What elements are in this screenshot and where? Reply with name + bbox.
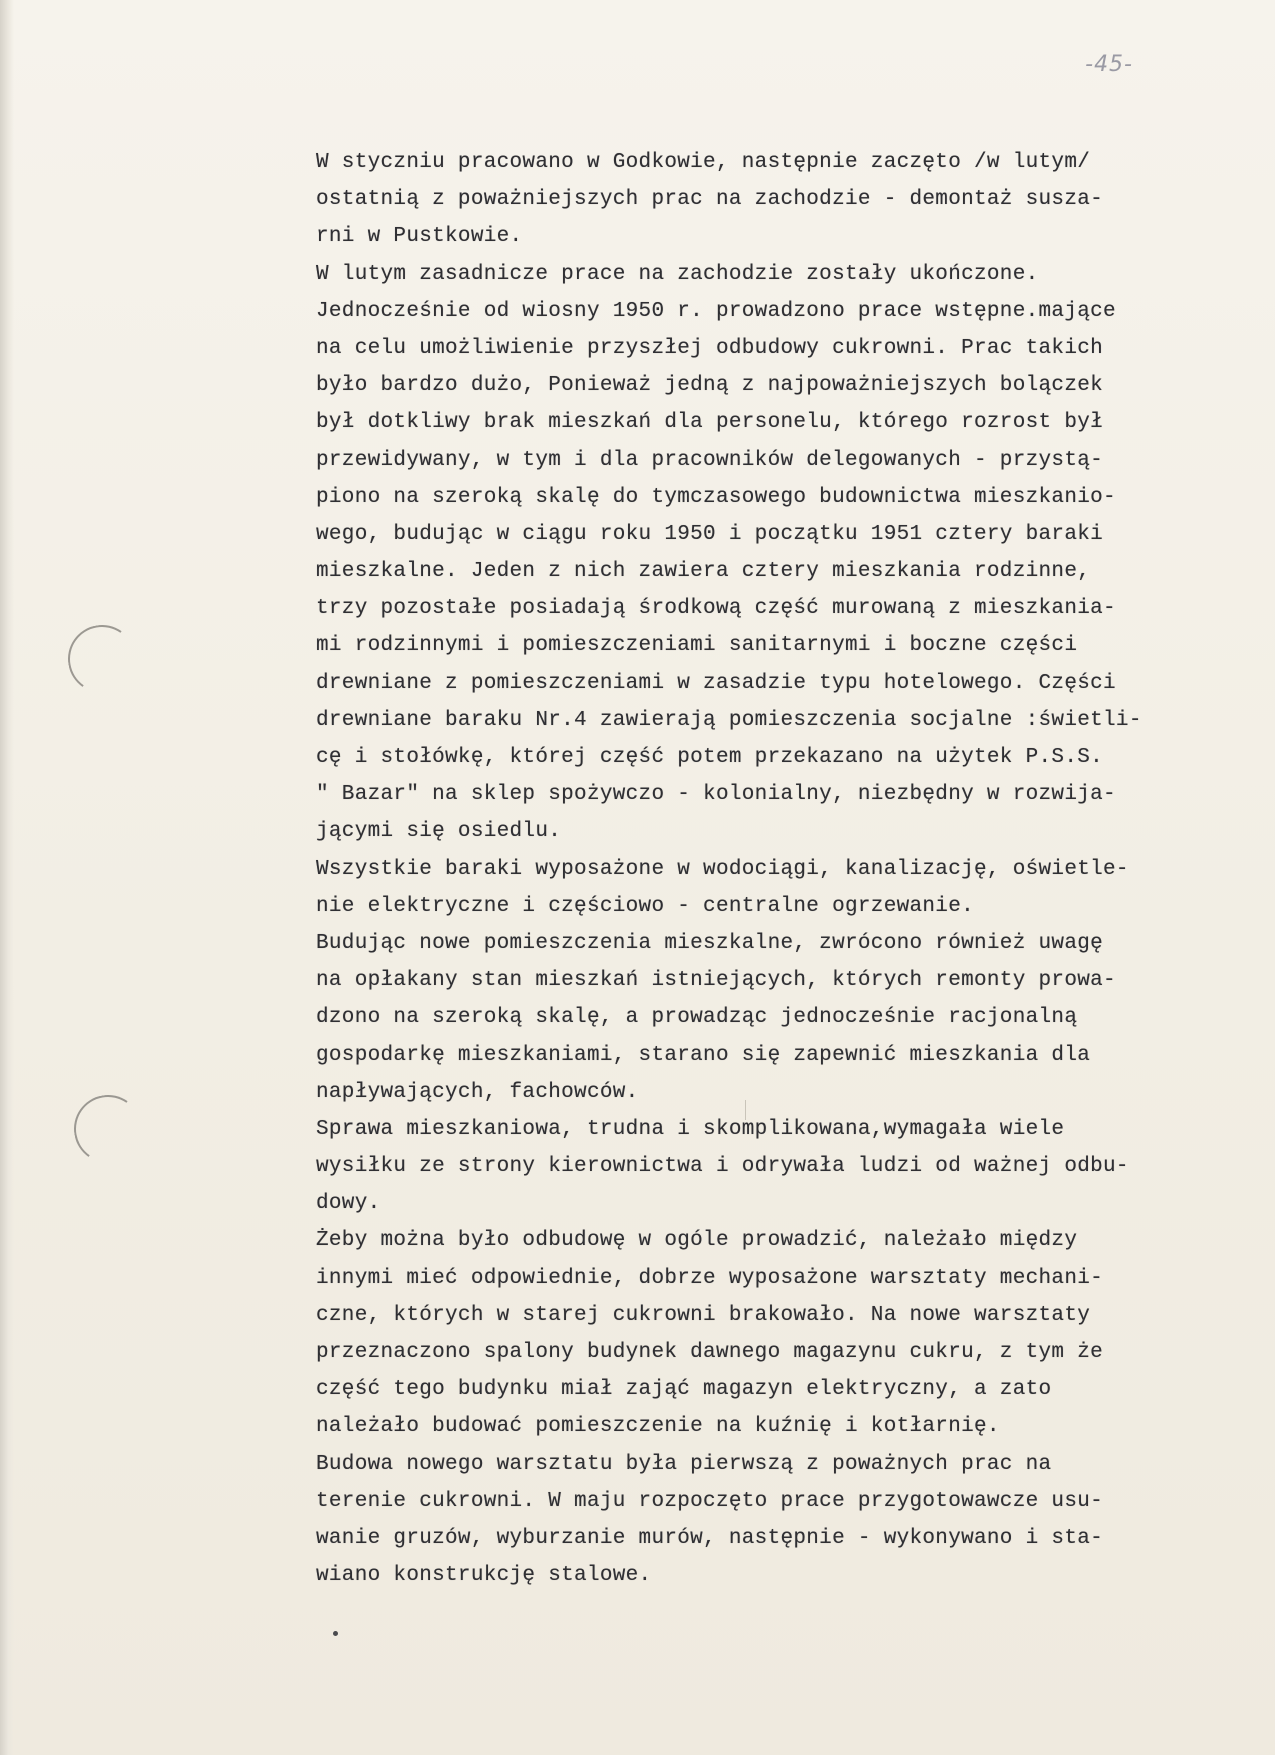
text-line: rni w Pustkowie. xyxy=(316,225,523,249)
text-line: na celu umożliwienie przyszłej odbudowy cukrowni. Prac takich xyxy=(316,336,1104,360)
text-line: Sprawa mieszkaniowa, trudna i skomplikowana,wymagała wiele xyxy=(316,1117,1065,1141)
text-line: na opłakany stan mieszkań istniejących, których remonty prowa- xyxy=(316,969,1116,993)
text-line: Jednocześnie od wiosny 1950 r. prowadzono prace wstępne.mające xyxy=(316,299,1116,323)
page-number: -45- xyxy=(1085,52,1133,77)
typewritten-text xyxy=(316,144,1275,1594)
text-line: wiano konstrukcję stalowe. xyxy=(316,1564,652,1588)
text-line: było bardzo dużo, Ponieważ jedną z najpoważniejszych bolączek xyxy=(316,374,1104,398)
text-line: drewniane z pomieszczeniami w zasadzie typu hotelowego. Części xyxy=(316,671,1116,695)
text-line: czne, których w starej cukrowni brakowało. Na nowe warsztaty xyxy=(316,1303,1091,1327)
text-line: terenie cukrowni. W maju rozpoczęto prace przygotowawcze usu- xyxy=(316,1489,1104,1513)
text-line: innymi mieć odpowiednie, dobrze wyposażone warsztaty mechani- xyxy=(316,1266,1104,1290)
text-line: wanie gruzów, wyburzanie murów, następnie - wykonywano i sta- xyxy=(316,1526,1104,1550)
text-line: dowy. xyxy=(316,1192,381,1216)
text-line: trzy pozostałe posiadają środkową część murowaną z mieszkania- xyxy=(316,597,1116,621)
text-line: cę i stołówkę, której część potem przekazano na użytek P.S.S. xyxy=(316,746,1104,769)
text-line: wysiłku ze strony kierownictwa i odrywała ludzi od ważnej odbu- xyxy=(316,1155,1129,1179)
text-line: przewidywany, w tym i dla pracowników delegowanych - przystą- xyxy=(316,448,1104,472)
text-line: " Bazar" na sklep spożywczo - kolonialny, niezbędny w rozwija- xyxy=(316,783,1116,807)
punch-hole-top xyxy=(63,620,142,699)
text-line: część tego budynku miał zająć magazyn elektryczny, a zato xyxy=(316,1378,1052,1402)
text-line: mieszkalne. Jeden z nich zawiera cztery mieszkania rodzinne, xyxy=(316,560,1091,584)
text-line: ostatnią z poważniejszych prac na zachodzie - demontaż susza- xyxy=(316,188,1104,212)
text-line: W styczniu pracowano w Godkowie, następnie zaczęto /w lutym/ xyxy=(316,151,1091,174)
text-line: mi rodzinnymi i pomieszczeniami sanitarnymi i boczne części xyxy=(316,634,1078,658)
paper-edge-shadow xyxy=(0,0,14,1755)
text-line: jącymi się osiedlu. xyxy=(316,820,562,844)
text-line: Żeby można było odbudowę w ogóle prowadzić, należało między xyxy=(316,1229,1078,1253)
text-line: drewniane baraku Nr.4 zawierają pomieszczenia socjalne :świetli- xyxy=(316,708,1142,732)
text-line: dzono na szeroką skalę, a prowadząc jednocześnie racjonalną xyxy=(316,1006,1078,1030)
text-line: napływających, fachowców. xyxy=(316,1080,639,1104)
text-line: piono na szeroką skalę do tymczasowego budownictwa mieszkanio- xyxy=(316,485,1116,509)
text-line: Budując nowe pomieszczenia mieszkalne, zwrócono również uwagę xyxy=(316,931,1104,955)
text-line: wego, budując w ciągu roku 1950 i początku 1951 cztery baraki xyxy=(316,522,1104,546)
text-line: nie elektryczne i częściowo - centralne ogrzewanie. xyxy=(316,894,975,918)
text-line: Wszystkie baraki wyposażone w wodociągi, kanalizację, oświetle- xyxy=(316,857,1129,881)
text-line: przeznaczono spalony budynek dawnego magazynu cukru, z tym że xyxy=(316,1341,1104,1364)
text-line: gospodarkę mieszkaniami, starano się zapewnić mieszkania dla xyxy=(316,1043,1091,1067)
punch-hole-bottom xyxy=(69,1090,148,1169)
text-line: Budowa nowego warsztatu była pierwszą z poważnych prac na xyxy=(316,1452,1052,1476)
text-line: W lutym zasadnicze prace na zachodzie zostały ukończone. xyxy=(316,262,1039,286)
text-line: był dotkliwy brak mieszkań dla personelu, którego rozrost był xyxy=(316,411,1104,435)
ink-dot xyxy=(333,1631,338,1636)
text-line: należało budować pomieszczenie na kuźnię i kotłarnię. xyxy=(316,1415,1000,1439)
